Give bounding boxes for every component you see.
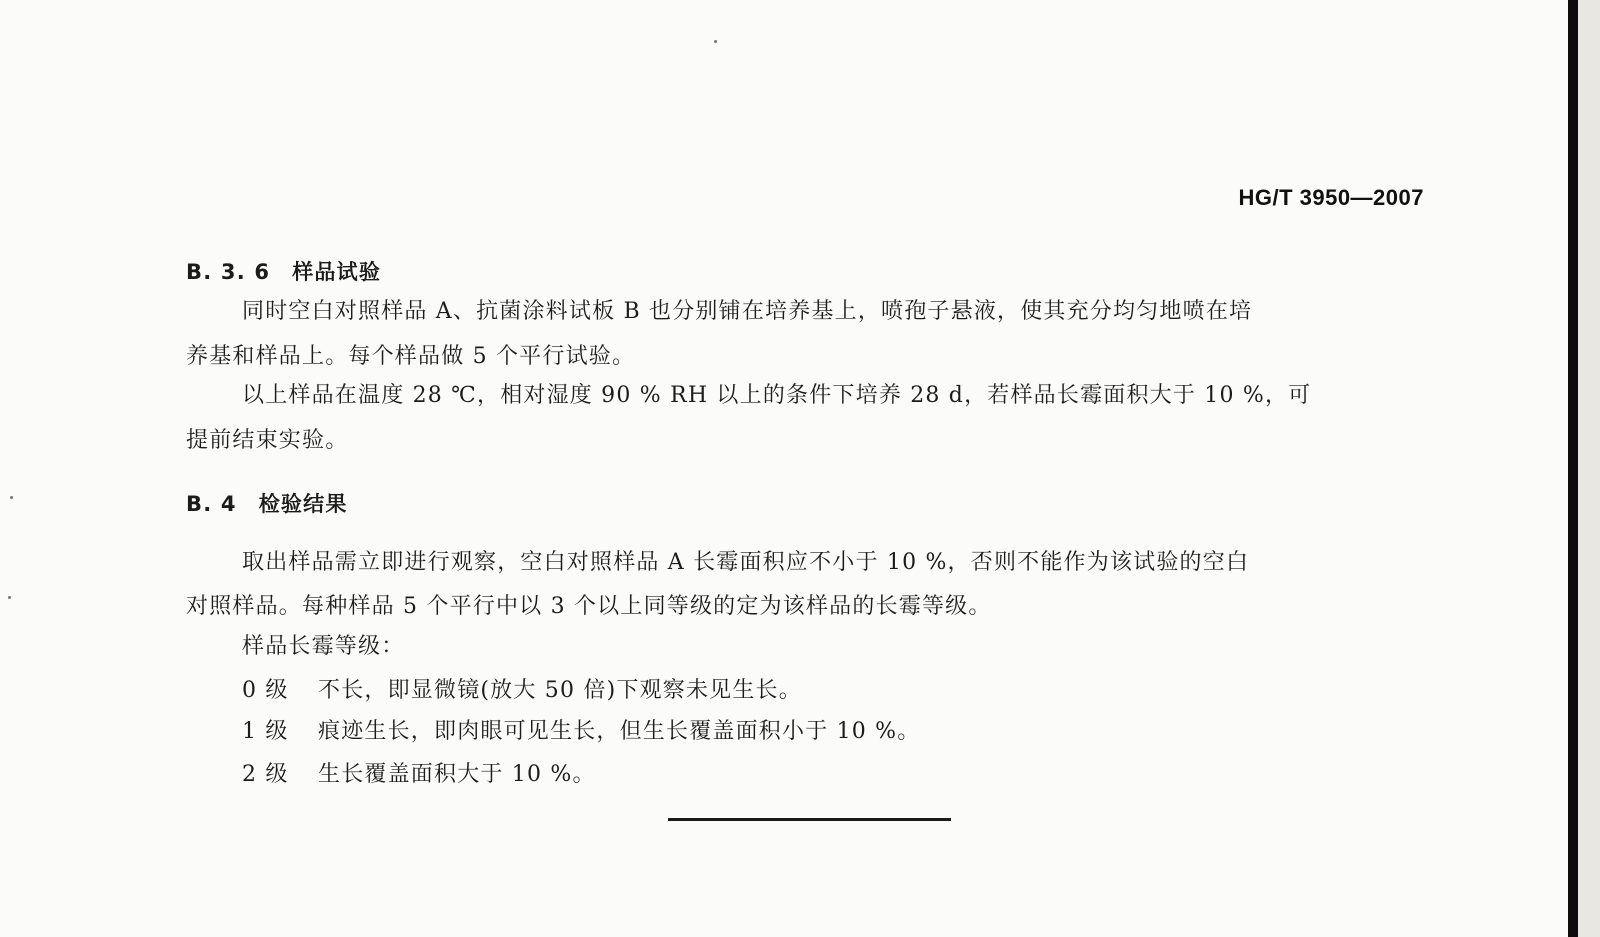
grade-item	[242, 717, 921, 747]
scan-speck	[714, 40, 717, 43]
section-heading-b36	[186, 257, 381, 287]
grade-description: 痕迹生长，即肉眼可见生长，但生长覆盖面积小于 10 %。	[318, 719, 921, 744]
grade-level: 1 级	[242, 719, 289, 744]
section-number: B. 4	[186, 492, 237, 516]
grade-level: 2 级	[242, 762, 289, 787]
scan-edge-margin	[1578, 0, 1600, 937]
section-title: 样品试验	[292, 260, 382, 284]
paragraph-line: 提前结束实验。	[186, 428, 349, 453]
scan-edge-border	[1568, 0, 1578, 937]
paragraph-line: 同时空白对照样品 A、抗菌涂料试板 B 也分别铺在培养基上，喷孢子悬液，使其充分均匀地喷在培	[242, 299, 1253, 324]
scan-speck	[10, 496, 13, 499]
end-rule	[668, 818, 951, 821]
paragraph-line: 取出样品需立即进行观察，空白对照样品 A 长霉面积应不小于 10 %，否则不能作为该试验的空白	[242, 550, 1250, 575]
grade-description: 生长覆盖面积大于 10 %。	[318, 762, 596, 787]
section-title: 检验结果	[258, 492, 348, 516]
grade-item	[242, 676, 802, 706]
paragraph-line: 对照样品。每种样品 5 个平行中以 3 个以上同等级的定为该样品的长霉等级。	[186, 594, 992, 619]
grade-level: 0 级	[242, 678, 289, 703]
section-number: B. 3. 6	[186, 260, 271, 284]
paragraph-line: 养基和样品上。每个样品做 5 个平行试验。	[186, 344, 636, 369]
scan-speck	[8, 596, 11, 599]
grades-intro: 样品长霉等级：	[242, 634, 405, 659]
section-heading-b4	[186, 489, 348, 519]
paragraph-line: 以上样品在温度 28 ℃，相对湿度 90 % RH 以上的条件下培养 28 d，若样品长霉面积大于 10 %，可	[242, 383, 1312, 408]
document-code: HG/T 3950—2007	[1238, 185, 1424, 210]
grade-item	[242, 760, 596, 790]
grade-description: 不长，即显微镜(放大 50 倍)下观察未见生长。	[318, 678, 802, 703]
